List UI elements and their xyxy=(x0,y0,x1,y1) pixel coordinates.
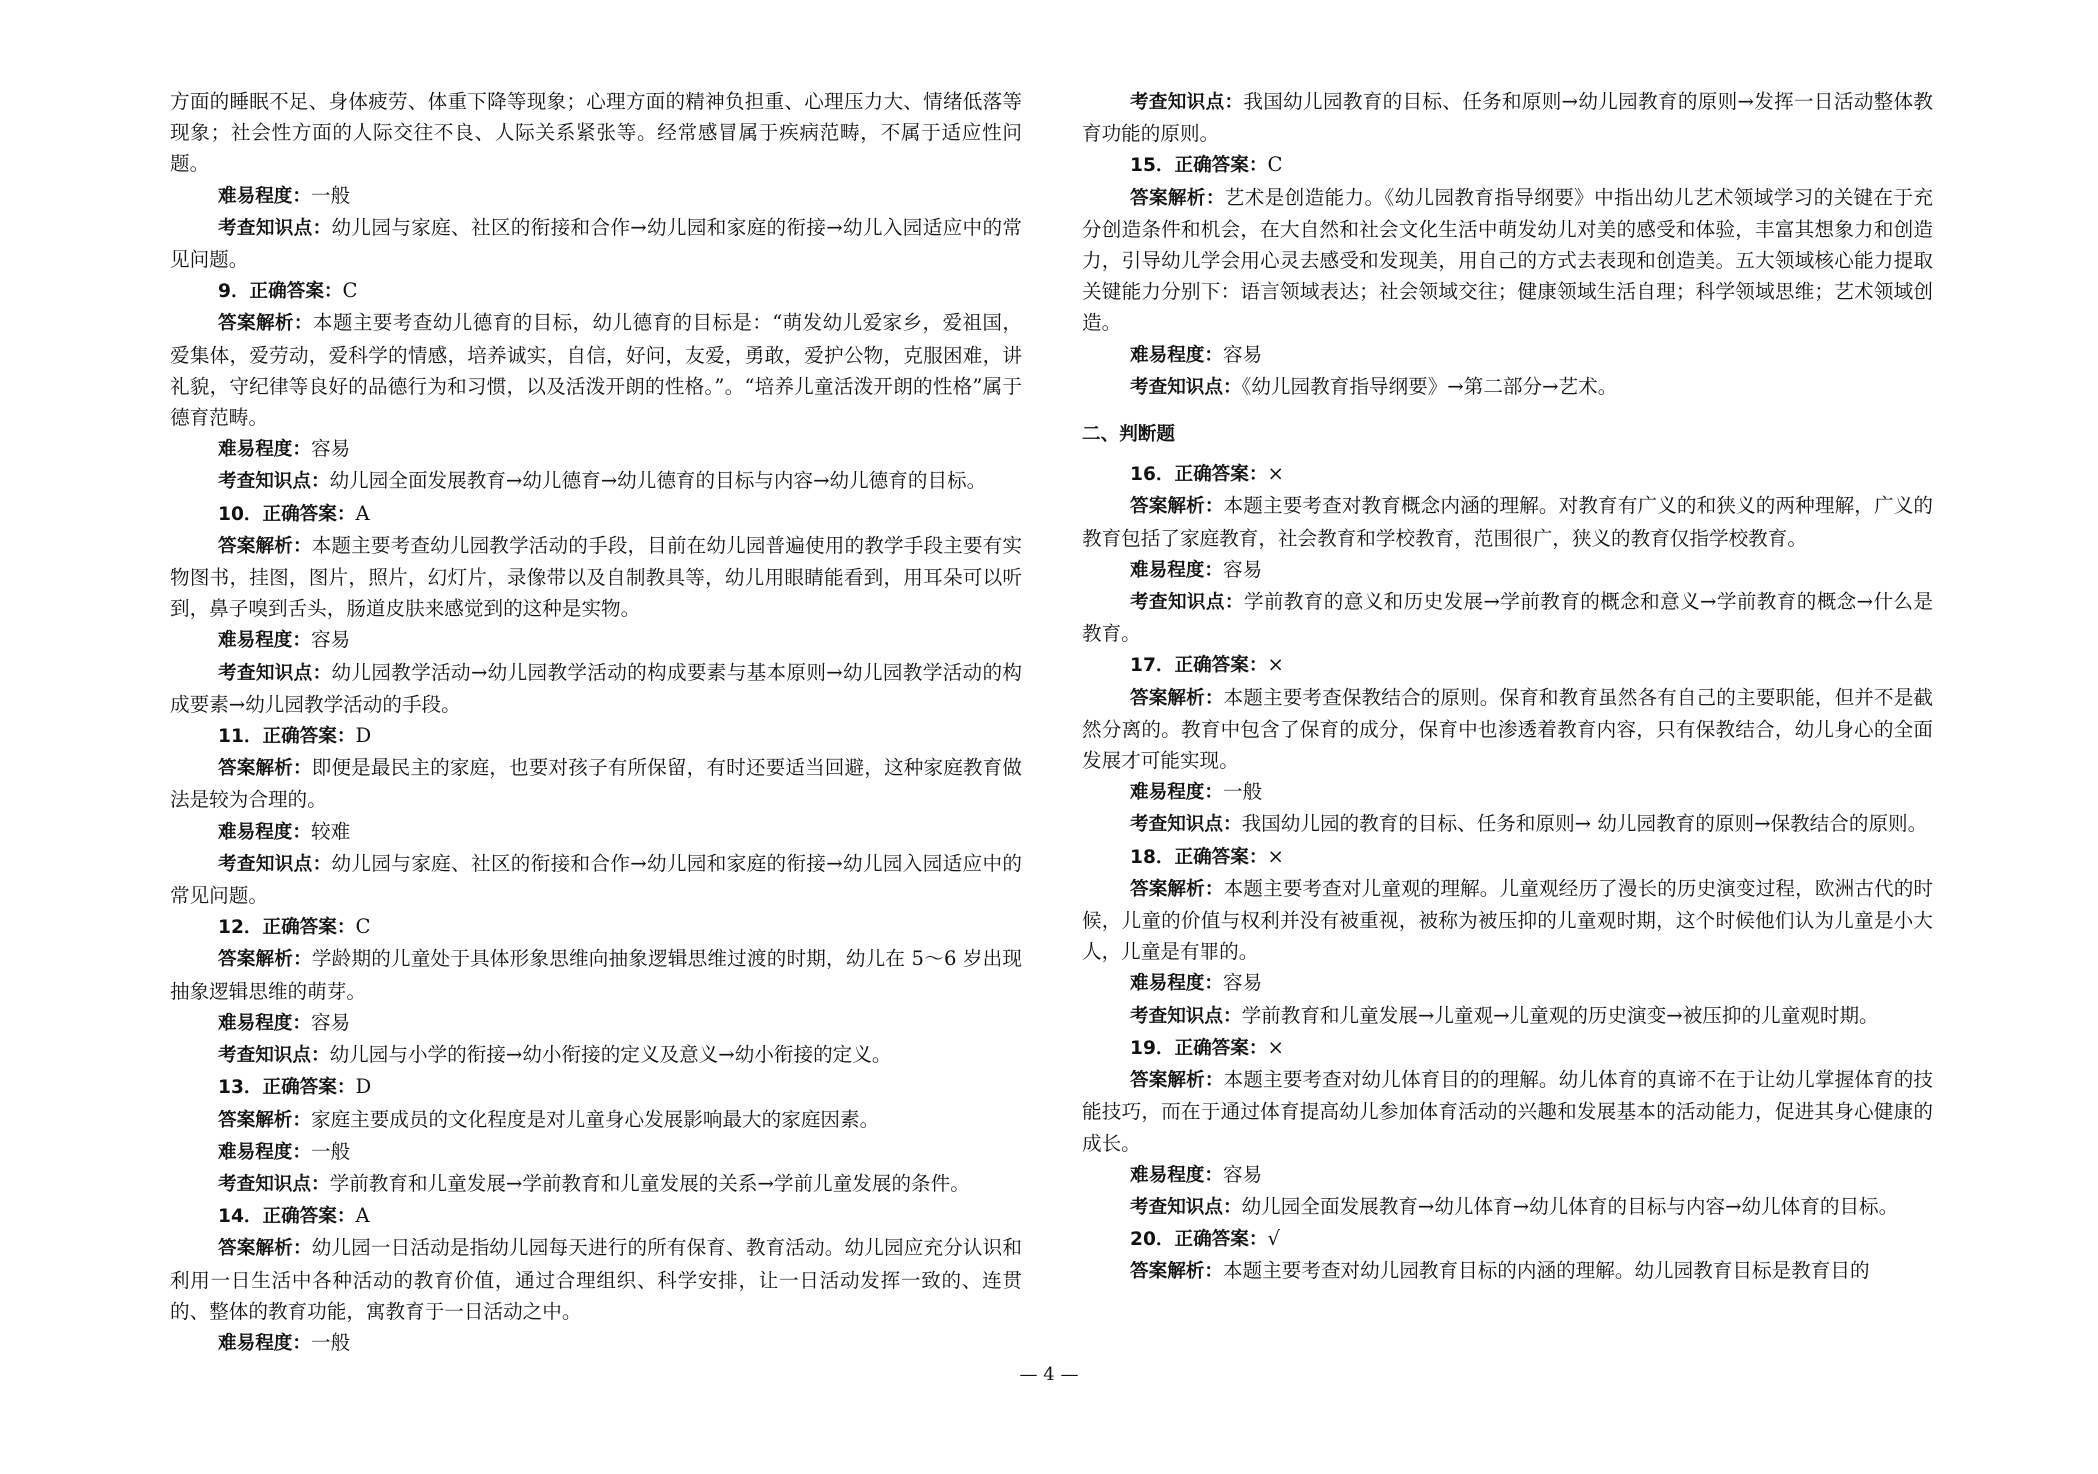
paragraph-text: 容易 xyxy=(310,628,351,652)
paragraph-label: 答案解析： xyxy=(1130,1261,1223,1283)
paragraph-label: 11．正确答案： xyxy=(218,726,356,748)
paragraph-label: 考查知识点： xyxy=(218,471,330,493)
paragraph-text: 我国幼儿园教育的目标、任务和原则→幼儿园教育的原则→发挥一日活动整体教育功能的原则。 xyxy=(1082,90,1933,146)
paragraph xyxy=(170,848,1022,911)
paragraph xyxy=(1082,339,1933,371)
paragraph xyxy=(1082,841,1933,873)
paragraph-label: 答案解析： xyxy=(1130,496,1224,518)
paragraph-label: 难易程度： xyxy=(218,630,311,652)
paragraph-text: 较难 xyxy=(310,819,351,843)
paragraph-text: 幼儿园全面发展教育→幼儿体育→幼儿体育的目标与内容→幼儿体育的目标。 xyxy=(1241,1194,1899,1218)
paragraph-text: 幼儿园教学活动→幼儿园教学活动的构成要素与基本原则→幼儿园教学活动的构成要素→幼儿园教学活动的手段。 xyxy=(170,660,1022,716)
paragraph-label: 答案解析： xyxy=(218,949,312,971)
paragraph-label: 10．正确答案： xyxy=(218,503,356,525)
paragraph-label: 考查知识点： xyxy=(1130,592,1244,614)
paragraph xyxy=(1082,586,1933,649)
paragraph xyxy=(170,1200,1022,1232)
paragraph-label: 20．正确答案： xyxy=(1130,1229,1268,1251)
paragraph xyxy=(1082,86,1933,149)
paragraph xyxy=(170,720,1022,752)
paragraph xyxy=(1082,554,1933,586)
paragraph-text: 学前教育和儿童发展→儿童观→儿童观的历史演变→被压抑的儿童观时期。 xyxy=(1241,1003,1879,1027)
paragraph xyxy=(1082,1000,1933,1032)
paragraph xyxy=(170,212,1022,275)
paragraph-text: 一般 xyxy=(310,183,351,207)
paragraph xyxy=(1082,1223,1933,1255)
paragraph xyxy=(170,1136,1022,1168)
paragraph-text: × xyxy=(1267,462,1284,486)
paragraph-text: 容易 xyxy=(310,1010,351,1034)
left-column xyxy=(170,86,1022,1359)
paragraph-text: C xyxy=(1267,153,1283,177)
paragraph-text: 幼儿园与家庭、社区的衔接和合作→幼儿园和家庭的衔接→幼儿园入园适应中的常见问题。 xyxy=(170,851,1022,908)
paragraph-text: 本题主要考查幼儿德育的目标，幼儿德育的目标是：“萌发幼儿爱家乡，爱祖国，爱集体，爱劳动，爱科学的情感，培养诚实，自信，好问，友爱，勇敢，爱护公物，克服困难，讲礼貌，守纪律等良好的品德行为和习惯，以及活泼开朗的性格。”。“培养儿童活泼开朗的性格”属于德育范畴。 xyxy=(170,311,1022,430)
paragraph-text: 本题主要考查幼儿园教学活动的手段，目前在幼儿园普遍使用的教学手段主要有实物图书，挂图，图片，照片，幻灯片，录像带以及自制教具等，幼儿用眼睛能看到，用耳朵可以听到，鼻子嗅到舌头，肠道皮肤来感觉到的这种是实物。 xyxy=(170,533,1022,621)
paragraph xyxy=(170,86,1022,180)
paragraph xyxy=(170,943,1022,1006)
paragraph-text: C xyxy=(342,279,358,303)
paragraph xyxy=(170,816,1022,848)
paragraph xyxy=(1082,1159,1933,1191)
paragraph xyxy=(1082,967,1933,999)
paragraph-text: 学前教育和儿童发展→学前教育和儿童发展的关系→学前儿童发展的条件。 xyxy=(329,1171,970,1195)
paragraph-label: 难易程度： xyxy=(218,1332,311,1354)
paragraph-text: 《幼儿园教育指导纲要》→第二部分→艺术。 xyxy=(1241,374,1618,398)
paragraph-text: 幼儿园一日活动是指幼儿园每天进行的所有保育、教育活动。幼儿园应充分认识和利用一日生活中各种活动的教育价值，通过合理组织、科学安排，让一日活动发挥一致的、连贯的、整体的教育功能，寓教育于一日活动之中。 xyxy=(170,1236,1022,1323)
paragraph-label: 14．正确答案： xyxy=(218,1206,356,1228)
paragraph-text: 本题主要考查对幼儿体育目的的理解。幼儿体育的真谛不在于让幼儿掌握体育的技能技巧，而在于通过体育提高幼儿参加体育活动的兴趣和发展基本的活动能力，促进其身心健康的成长。 xyxy=(1082,1068,1933,1155)
paragraph xyxy=(1082,371,1933,403)
paragraph xyxy=(1082,682,1933,777)
paragraph-label: 难易程度： xyxy=(1130,973,1223,995)
paragraph xyxy=(170,498,1022,530)
paragraph-label: 难易程度： xyxy=(218,1012,311,1034)
paragraph xyxy=(1082,649,1933,681)
paragraph-label: 难易程度： xyxy=(1130,559,1223,581)
paragraph-label: 答案解析： xyxy=(1130,187,1225,209)
paragraph-label: 难易程度： xyxy=(218,439,311,461)
paragraph-text: 方面的睡眠不足、身体疲劳、体重下降等现象；心理方面的精神负担重、心理压力大、情绪低落等现象；社会性方面的人际交往不良、人际关系紧张等。经常感冒属于疾病范畴，不属于适应性问题。 xyxy=(170,90,1022,176)
paragraph-label: 答案解析： xyxy=(1130,1070,1224,1092)
paragraph-text: 容易 xyxy=(1222,971,1263,995)
paragraph-text: 容易 xyxy=(1222,342,1263,366)
paragraph xyxy=(1082,458,1933,490)
paragraph xyxy=(1082,776,1933,808)
paragraph xyxy=(1082,1032,1933,1064)
paragraph-label: 难易程度： xyxy=(1130,782,1223,804)
paragraph-text: 幼儿园全面发展教育→幼儿德育→幼儿德育的目标与内容→幼儿德育的目标。 xyxy=(329,469,987,493)
paragraph xyxy=(170,1327,1022,1359)
paragraph-text: 容易 xyxy=(1222,557,1263,581)
paragraph-text: C xyxy=(355,915,371,939)
paragraph-text: 家庭主要成员的文化程度是对儿童身心发展影响最大的家庭因素。 xyxy=(310,1107,880,1131)
paragraph-label: 难易程度： xyxy=(1130,1164,1223,1186)
paragraph-label: 9．正确答案： xyxy=(218,281,343,303)
paragraph-text: A xyxy=(355,501,370,525)
paragraph-label: 考查知识点： xyxy=(218,1045,330,1067)
paragraph-label: 考查知识点： xyxy=(218,217,332,239)
paragraph-text: A xyxy=(355,1204,370,1228)
paragraph-text: × xyxy=(1267,653,1284,677)
paragraph xyxy=(170,1007,1022,1039)
paragraph xyxy=(1082,873,1933,968)
paragraph-text: D xyxy=(355,724,372,748)
paragraph-text: 本题主要考查对教育概念内涵的理解。对教育有广义的和狭义的两种理解，广义的教育包括了家庭教育，社会教育和学校教育，范围很广，狭义的教育仅指学校教育。 xyxy=(1082,494,1933,550)
paragraph xyxy=(1082,490,1933,553)
paragraph-text: 本题主要考查对儿童观的理解。儿童观经历了漫长的历史演变过程，欧洲古代的时候，儿童的价值与权利并没有被重视，被称为被压抑的儿童观时期，这个时候他们认为儿童是小大人，儿童是有罪的。 xyxy=(1082,876,1933,964)
paragraph-label: 12．正确答案： xyxy=(218,917,356,939)
paragraph-text: 一般 xyxy=(1222,780,1263,804)
paragraph xyxy=(170,307,1022,433)
paragraph-label: 答案解析： xyxy=(218,1109,311,1131)
paragraph xyxy=(170,465,1022,497)
paragraph-text: 我国幼儿园的教育的目标、任务和原则→ 幼儿园教育的原则→保教结合的原则。 xyxy=(1241,812,1928,836)
paragraph-label: 答案解析： xyxy=(218,313,313,335)
paragraph-label: 答案解析： xyxy=(218,535,312,557)
paragraph-label: 考查知识点： xyxy=(1130,376,1242,398)
paragraph-text: √ xyxy=(1267,1227,1280,1251)
paragraph-label: 难易程度： xyxy=(218,185,311,207)
paragraph-label: 答案解析： xyxy=(1130,687,1224,709)
paragraph-text: 学前教育的意义和历史发展→学前教育的概念和意义→学前教育的概念→什么是教育。 xyxy=(1082,590,1933,646)
paragraph-label: 19．正确答案： xyxy=(1130,1037,1268,1059)
paragraph-text: × xyxy=(1267,1035,1284,1059)
paragraph xyxy=(170,530,1022,625)
paragraph-label: 难易程度： xyxy=(218,1141,311,1163)
paragraph-label: 考查知识点： xyxy=(1130,92,1244,113)
paragraph-text: 学龄期的儿童处于具体形象思维向抽象逻辑思维过渡的时期，幼儿在 5～6 岁出现抽象逻辑思维的萌芽。 xyxy=(170,947,1022,1003)
paragraph-text: 即便是最民主的家庭，也要对孩子有所保留，有时还要适当回避，这种家庭教育做法是较为合理的。 xyxy=(170,756,1022,812)
paragraph xyxy=(170,1039,1022,1071)
paragraph xyxy=(1082,808,1933,840)
paragraph-label: 难易程度： xyxy=(218,821,311,843)
paragraph xyxy=(170,752,1022,815)
paragraph-text: 一般 xyxy=(310,1139,351,1163)
paragraph-text: 本题主要考查保教结合的原则。保育和教育虽然各有自己的主要职能，但并不是截然分离的。教育中包含了保育的成分，保育中也渗透着教育内容，只有保教结合，幼儿身心的全面发展才可能实现。 xyxy=(1082,685,1933,773)
paragraph xyxy=(170,275,1022,307)
paragraph xyxy=(170,180,1022,212)
paragraph xyxy=(1082,149,1933,181)
paragraph-text: 幼儿园与小学的衔接→幼小衔接的定义及意义→幼小衔接的定义。 xyxy=(329,1043,892,1067)
paragraph xyxy=(170,657,1022,720)
page-number: — 4 — xyxy=(1019,1364,1079,1385)
paragraph xyxy=(1082,1064,1933,1159)
paragraph xyxy=(170,624,1022,656)
paragraph-label: 考查知识点： xyxy=(218,1173,330,1195)
paragraph-label: 考查知识点： xyxy=(1130,1196,1242,1218)
paragraph-text: × xyxy=(1267,844,1284,868)
paragraph-text: 幼儿园与家庭、社区的衔接和合作→幼儿园和家庭的衔接→幼儿入园适应中的常见问题。 xyxy=(170,215,1022,272)
paragraph xyxy=(170,1071,1022,1103)
paragraph-label: 考查知识点： xyxy=(218,853,332,875)
paragraph-label: 难易程度： xyxy=(1130,344,1223,366)
paragraph-label: 考查知识点： xyxy=(218,662,332,684)
paragraph-text: 本题主要考查对幼儿园教育目标的内涵的理解。幼儿园教育目标是教育目的 xyxy=(1222,1259,1870,1283)
paragraph-label: 答案解析： xyxy=(1130,878,1224,900)
paragraph-text: 一般 xyxy=(310,1330,351,1354)
section-heading: 二、判断题 xyxy=(1082,424,1175,446)
paragraph xyxy=(1082,182,1933,339)
paragraph-text: 艺术是创造能力。《幼儿园教育指导纲要》中指出幼儿艺术领域学习的关键在于充分创造条件和机会，在大自然和社会文化生活中萌发幼儿对美的感受和体验，丰富其想象力和创造力，引导幼儿学会用心灵去感受和发现美，用自己的方式去表现和创造美。五大领域核心能力提取关键能力分别下：语言领域表达；社会领域交往；健康领域生活自理；科学领域思维；艺术领域创造。 xyxy=(1082,185,1933,335)
paragraph xyxy=(170,433,1022,465)
paragraph xyxy=(1082,1255,1933,1287)
paragraph-label: 考查知识点： xyxy=(1130,814,1242,836)
paragraph-text: D xyxy=(355,1075,372,1099)
paragraph-label: 15．正确答案： xyxy=(1130,155,1268,177)
paragraph xyxy=(170,1104,1022,1136)
right-column xyxy=(1082,86,1933,1288)
paragraph-label: 13．正确答案： xyxy=(218,1077,356,1099)
paragraph-label: 17．正确答案： xyxy=(1130,655,1268,677)
paragraph-label: 考查知识点： xyxy=(1130,1005,1242,1027)
paragraph-label: 18．正确答案： xyxy=(1130,846,1268,868)
paragraph xyxy=(170,911,1022,943)
paragraph-label: 答案解析： xyxy=(218,1238,312,1260)
paragraph xyxy=(1082,1191,1933,1223)
paragraph-label: 答案解析： xyxy=(218,758,312,780)
paragraph xyxy=(170,1168,1022,1200)
paragraph-label: 16．正确答案： xyxy=(1130,464,1268,486)
paragraph-text: 容易 xyxy=(1222,1162,1263,1186)
paragraph-text: 容易 xyxy=(310,437,351,461)
paragraph xyxy=(170,1232,1022,1327)
